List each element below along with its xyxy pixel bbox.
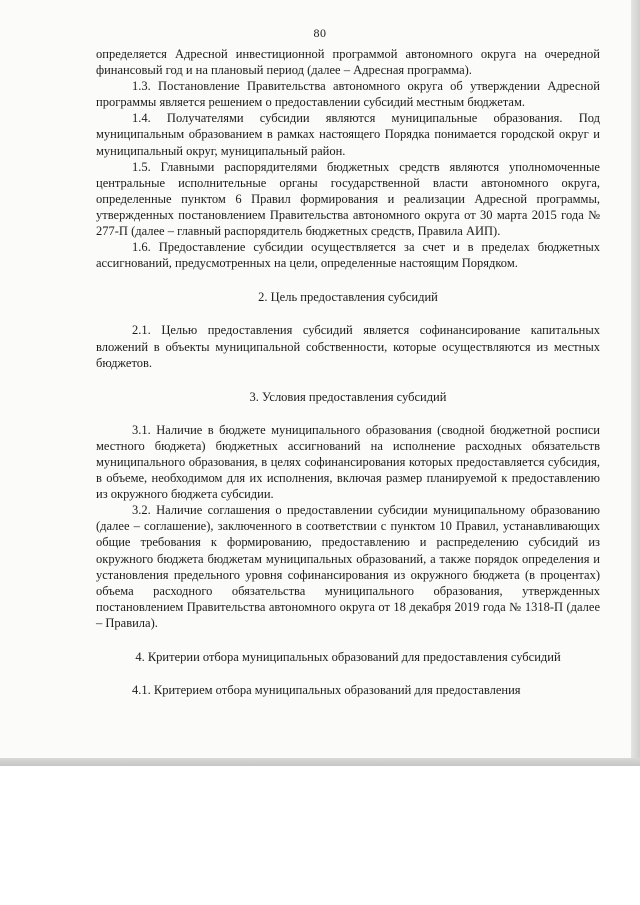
document-body bbox=[96, 46, 600, 698]
paragraph-2-1: 2.1. Целью предоставления субсидий является софинансирование капитальных вложений в объекты муниципальной собственности, которые осуществляются из местных бюджетов. bbox=[96, 323, 600, 370]
section-heading-2: 2. Цель предоставления субсидий bbox=[258, 290, 438, 305]
section-heading-4: 4. Критерии отбора муниципальных образований для предоставления субсидий bbox=[135, 650, 561, 664]
scan-shadow-right bbox=[631, 0, 640, 766]
paragraph-3-2: 3.2. Наличие соглашения о предоставлении субсидии муниципальному образованию (далее – соглашение), заключенного в соответствии с пунктом 10 Правил, устанавливающих общие требования к формированию, предоставлению и распределению субсидий из окружного бюджета бюджетам муниципальных образований, а также порядок определения и установления предельного уровня софинансирования из окружного бюджета (в процентах) объема расходного обязательства муниципального образования, утвержденных постановлением Правительства автономного округа от 18 декабря 2019 года № 1318-П (далее – Правила). bbox=[96, 503, 600, 630]
paragraph-3-1: 3.1. Наличие в бюджете муниципального образования (сводной бюджетной росписи местного бюджета) бюджетных ассигнований на исполнение расходных обязательств муниципального образования, в целях софинансирования которых предоставляется субсидия, в объеме, необходимом для их исполнения, включая размер планируемой к предоставлению из окружного бюджета субсидии. bbox=[96, 422, 600, 502]
section-heading-3: 3. Условия предоставления субсидий bbox=[249, 389, 447, 404]
paragraph-4-1: 4.1. Критерием отбора муниципальных образований для предоставления bbox=[132, 683, 521, 698]
paragraph-1-5: 1.5. Главными распорядителями бюджетных средств являются уполномоченные центральные исполнительные органы государственной власти автономного округа, определенные пунктом 6 Правил формирования и реализации Адресной программы, утвержденных постановлением Правительства автономного округа от 30 марта 2015 года № 277-П (далее – главный распорядитель бюджетных средств, Правила АИП). bbox=[96, 159, 600, 239]
paragraph-1-3: 1.3. Постановление Правительства автономного округа об утверждении Адресной программы является решением о предоставлении субсидий местным бюджетам. bbox=[96, 79, 600, 110]
paragraph-continuation: определяется Адресной инвестиционной программой автономного округа на очередной финансовый год и на плановый период (далее – Адресная программа). bbox=[96, 47, 600, 78]
paragraph-1-6: 1.6. Предоставление субсидии осуществляется за счет и в пределах бюджетных ассигнований, предусмотренных на цели, определенные настоящим Порядком. bbox=[96, 240, 600, 271]
page-number: 80 bbox=[313, 26, 327, 40]
paragraph-1-4: 1.4. Получателями субсидии являются муниципальные образования. Под муниципальным образованием в рамках настоящего Порядка понимается городской округ и муниципальный округ, муниципальный район. bbox=[96, 111, 600, 158]
scan-shadow-bottom bbox=[0, 758, 640, 766]
